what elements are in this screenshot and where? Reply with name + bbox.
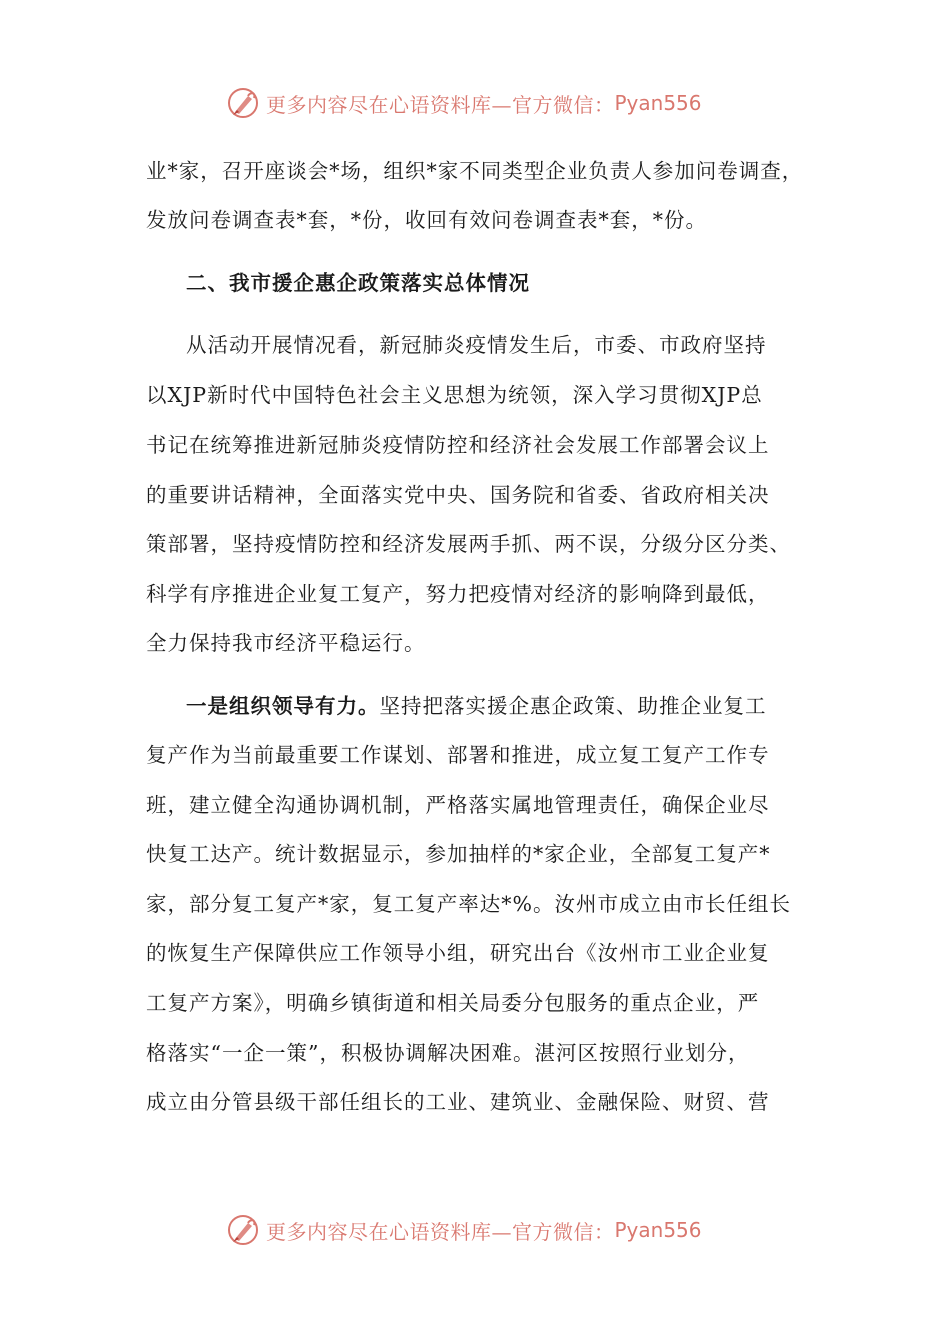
banner-text: 更多内容尽在心语资料库—官方微信：: [266, 1219, 615, 1244]
pen-nib-icon: [226, 1213, 260, 1247]
footer-banner: [226, 1210, 702, 1250]
text-line: 书记在统筹推进新冠肺炎疫情防控和经济社会发展工作部署会议上: [146, 433, 770, 457]
text-line: 成立由分管县级干部任组长的工业、建筑业、金融保险、财贸、营: [146, 1090, 770, 1114]
text-line: 以XJP新时代中国特色社会主义思想为统领，深入学习贯彻XJP总: [146, 383, 763, 407]
text-line: 的重要讲话精神，全面落实党中央、国务院和省委、省政府相关决: [146, 483, 770, 507]
text-line: 策部署，坚持疫情防控和经济发展两手抓、两不误，分级分区分类、: [146, 532, 791, 556]
text-line: 发放问卷调查表*套，*份，收回有效问卷调查表*套，*份。: [146, 208, 707, 232]
text-line: 快复工达产。统计数据显示，参加抽样的*家企业，全部复工复产*: [146, 842, 771, 866]
text-span: 坚持把落实援企惠企政策、助推企业复工: [379, 694, 767, 718]
text-line: 复产作为当前最重要工作谋划、部署和推进，成立复工复产工作专: [146, 743, 770, 767]
banner-wechat-id: Pyan556: [614, 91, 702, 115]
banner-wechat-id: Pyan556: [614, 1218, 702, 1242]
text-line: 科学有序推进企业复工复产，努力把疫情对经济的影响降到最低，: [146, 582, 770, 606]
section-heading: 二、我市援企惠企政策落实总体情况: [186, 271, 530, 295]
text-line: 格落实“一企一策”，积极协调解决困难。湛河区按照行业划分，: [146, 1041, 750, 1065]
text-line: 全力保持我市经济平稳运行。: [146, 631, 426, 655]
paragraph-lead-line: [186, 691, 846, 721]
text-line: 家，部分复工复产*家，复工复产率达*%。汝州市成立由市长任组长: [146, 892, 791, 916]
paragraph-lead: 一是组织领导有力。: [186, 694, 380, 718]
text-line: 班，建立健全沟通协调机制，严格落实属地管理责任，确保企业尽: [146, 793, 770, 817]
text-line: 的恢复生产保障供应工作领导小组，研究出台《汝州市工业企业复: [146, 941, 770, 965]
text-line: 业*家，召开座谈会*场，组织*家不同类型企业负责人参加问卷调查，: [146, 159, 804, 183]
text-line: 工复产方案》，明确乡镇街道和相关局委分包服务的重点企业，严: [146, 991, 760, 1015]
pen-nib-icon: [226, 86, 260, 120]
text-line: 从活动开展情况看，新冠肺炎疫情发生后，市委、市政府坚持: [186, 333, 767, 357]
header-banner: [226, 83, 702, 123]
banner-text: 更多内容尽在心语资料库—官方微信：: [266, 92, 615, 117]
